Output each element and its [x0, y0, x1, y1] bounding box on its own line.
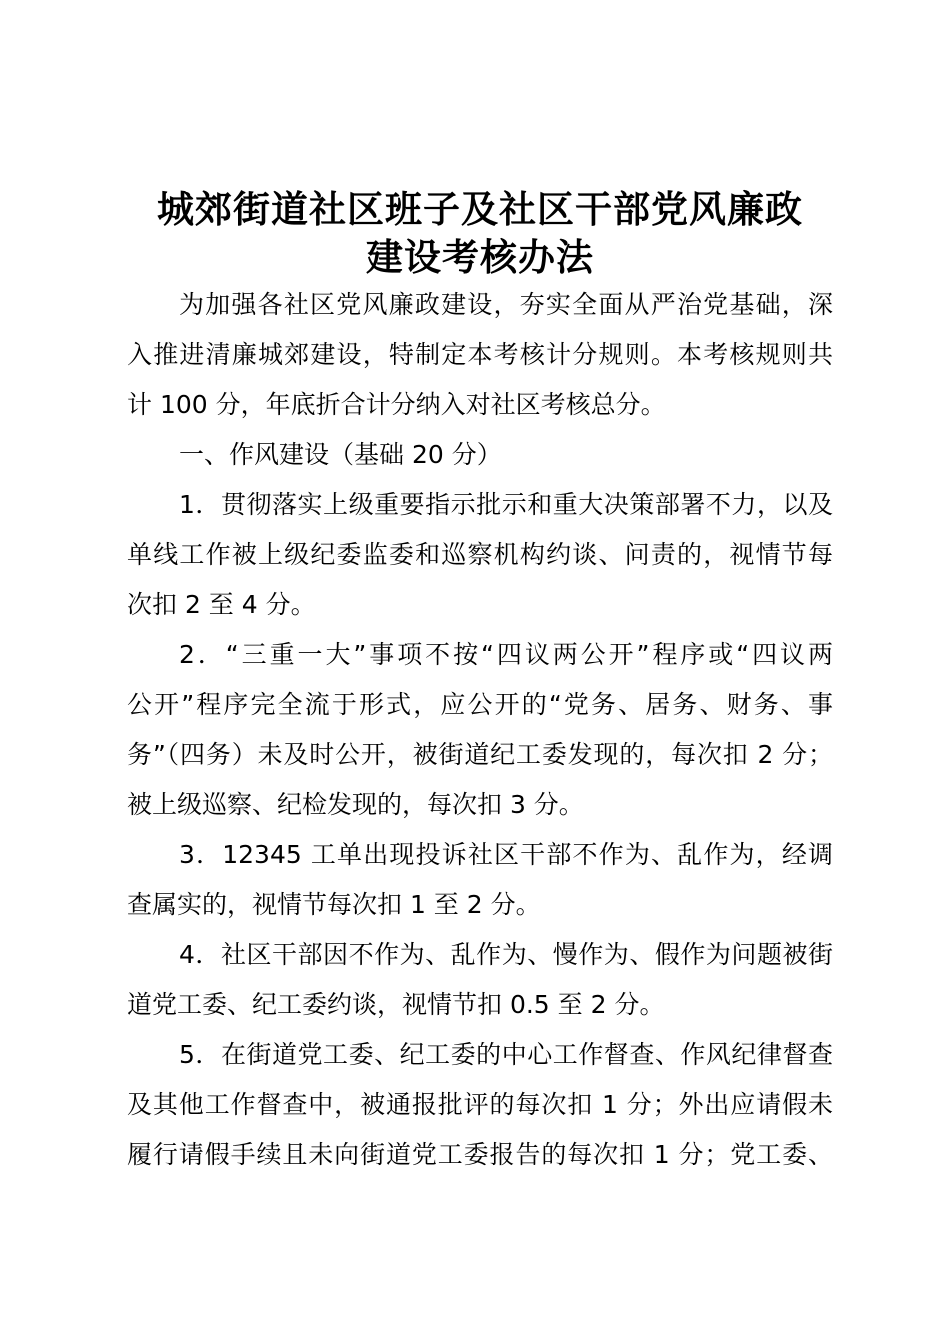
text-line: 被上级巡察、纪检发现的，每次扣 3 分。: [127, 790, 584, 819]
rule-item-4: [127, 932, 833, 1032]
text-line: 3．12345 工单出现投诉社区干部不作为、乱作为，经调: [179, 840, 833, 869]
section-heading: [127, 432, 833, 482]
text-line: 公开”程序完全流于形式，应公开的“党务、居务、财务、事: [127, 690, 833, 719]
text-line: 计 100 分，年底折合计分纳入对社区考核总分。: [127, 390, 666, 419]
rule-item-3: [127, 832, 833, 932]
text-line: 履行请假手续且未向街道党工委报告的每次扣 1 分；党工委、: [127, 1140, 833, 1169]
text-line: 4．社区干部因不作为、乱作为、慢作为、假作为问题被街: [179, 940, 833, 969]
text-line: 及其他工作督查中，被通报批评的每次扣 1 分；外出应请假未: [127, 1090, 833, 1119]
document-title-line-2: 建设考核办法: [366, 236, 594, 279]
document-body: [127, 282, 833, 1182]
text-line: 次扣 2 至 4 分。: [127, 590, 316, 619]
rule-item-2: [127, 632, 833, 832]
text-line: 道党工委、纪工委约谈，视情节扣 0.5 至 2 分。: [127, 990, 665, 1019]
text-line: 单线工作被上级纪委监委和巡察机构约谈、问责的，视情节每: [127, 540, 833, 569]
rule-item-1: [127, 482, 833, 632]
text-line: 2．“三重一大”事项不按“四议两公开”程序或“四议两: [179, 640, 833, 669]
rule-item-5: [127, 1032, 833, 1182]
text-line: 查属实的，视情节每次扣 1 至 2 分。: [127, 890, 541, 919]
text-line: 入推进清廉城郊建设，特制定本考核计分规则。本考核规则共: [127, 340, 833, 369]
text-line: 一、作风建设（基础 20 分）: [179, 440, 502, 469]
intro-paragraph: [127, 282, 833, 432]
text-line: 务”（四务）未及时公开，被街道纪工委发现的，每次扣 2 分；: [127, 740, 833, 769]
text-line: 1．贯彻落实上级重要指示批示和重大决策部署不力，以及: [179, 490, 833, 519]
text-line: 5．在街道党工委、纪工委的中心工作督查、作风纪律督查: [179, 1040, 833, 1069]
text-line: 为加强各社区党风廉政建设，夯实全面从严治党基础，深: [179, 290, 833, 319]
document-title-line-1: 城郊街道社区班子及社区干部党风廉政: [157, 188, 803, 231]
